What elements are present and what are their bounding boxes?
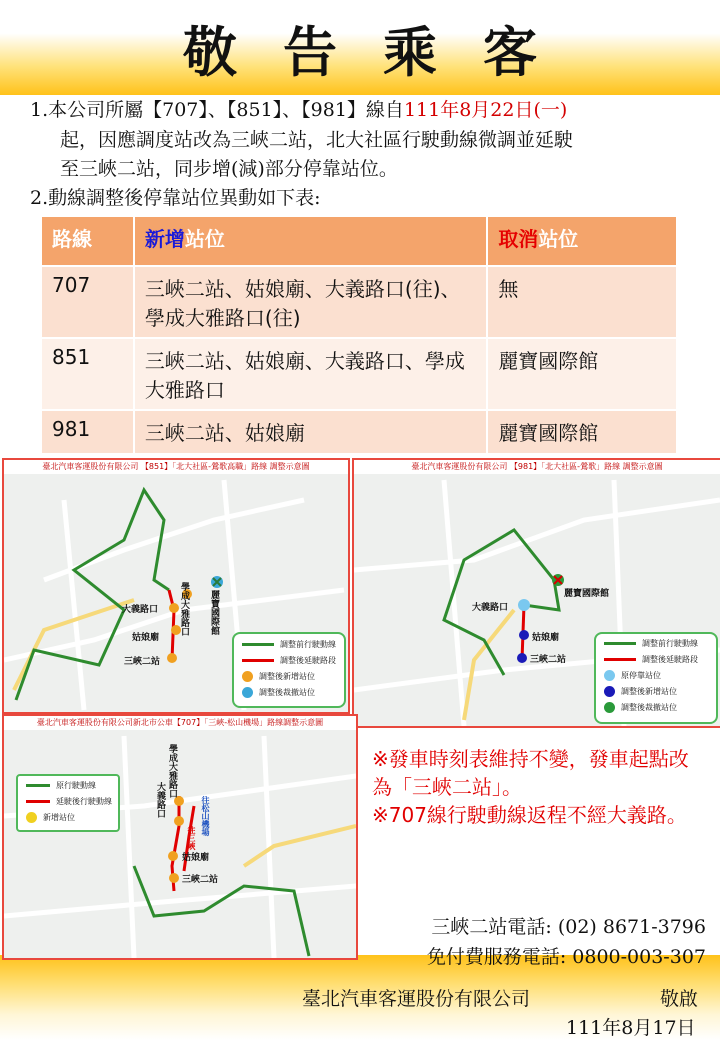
map-851	[2, 458, 350, 714]
legend-item: 調整前行駛動線	[604, 638, 698, 650]
stop-label-libao: 麗寶國際館	[209, 590, 219, 635]
cell-added: 三峽二站、姑娘廟、大義路口、學成大雅路口	[134, 338, 487, 410]
legend-item: 調整後延駛路段	[242, 655, 336, 667]
stop-label-xuecheng: 學成大雅路口	[179, 582, 189, 636]
free-service-phone: 免付費服務電話: 0800-003-307	[426, 946, 706, 968]
paragraph-1	[30, 96, 567, 124]
table-row	[42, 338, 677, 410]
paragraph-2: 2.動線調整後停靠站位異動如下表:	[30, 187, 321, 209]
table-header-row	[42, 217, 677, 266]
notice-date: 111年8月17日	[566, 1017, 696, 1039]
direction-label-back: 往三峽	[187, 826, 196, 850]
legend-item: 新增站位	[26, 812, 75, 824]
cell-cancelled: 無	[487, 266, 677, 338]
table-row	[42, 410, 677, 454]
stop-label-libao: 麗寶國際館	[564, 589, 610, 599]
legend-item: 調整後裁撤站位	[604, 702, 677, 714]
header-added: 新增站位	[134, 217, 487, 266]
stop-label-guniang: 姑娘廟	[132, 633, 160, 643]
company-name: 臺北汽車客運股份有限公司	[302, 988, 531, 1010]
legend-item: 原停靠站位	[604, 670, 661, 682]
stop-label-dayi: 大義路口	[122, 605, 159, 615]
map-981-title: 臺北汽車客運股份有限公司 【981】「北大社區-鶯歌」路線 調整示意圖	[354, 460, 720, 474]
station-phone: 三峽二站電話: (02) 8671-3796	[431, 916, 706, 938]
table-row	[42, 266, 677, 338]
paragraph-1-line3: 至三峽二站，同步增(減)部分停靠站位。	[60, 158, 398, 180]
map-707-legend	[16, 774, 120, 832]
stop-label-sanxia2: 三峽二站	[182, 875, 219, 885]
stop-label-dayi: 大義路口	[472, 603, 509, 613]
legend-item: 調整前行駛動線	[242, 639, 336, 651]
legend-item: 調整後裁撤站位	[242, 687, 315, 699]
stop-label-guniang: 姑娘廟	[182, 853, 210, 863]
cell-cancelled: 麗寶國際館	[487, 410, 677, 454]
cell-cancelled: 麗寶國際館	[487, 338, 677, 410]
map-981-legend	[594, 632, 718, 724]
notice-block	[372, 745, 702, 829]
page-title: 敬告乘客	[183, 20, 583, 84]
stop-label-xuecheng: 學成大雅路口	[167, 744, 177, 798]
paragraph-1-text: 1.本公司所屬【707】、【851】、【981】線自	[30, 99, 404, 121]
stop-change-table	[42, 217, 678, 455]
stop-label-sanxia2: 三峽二站	[124, 657, 161, 667]
map-707-title: 臺北汽車客運股份有限公司新北市公車【707】「三峽-松山機場」路線調整示意圖	[4, 716, 356, 730]
notice-timetable: ※發車時刻表維持不變，發車起點改為「三峽二站」。	[372, 747, 689, 799]
legend-item: 調整後延駛路段	[604, 654, 698, 666]
legend-item: 原行駛動線	[26, 780, 96, 792]
cell-route: 707	[42, 266, 134, 338]
map-707	[2, 714, 358, 960]
signature-closing: 敬啟	[660, 988, 699, 1010]
cell-added: 三峽二站、姑娘廟	[134, 410, 487, 454]
stop-label-guniang: 姑娘廟	[532, 633, 560, 643]
map-707-graphic	[4, 716, 356, 958]
legend-item: 調整後新增站位	[242, 671, 315, 683]
effective-date: 111年8月22日(一)	[403, 99, 568, 121]
stop-label-sanxia2: 三峽二站	[530, 655, 567, 665]
cell-route: 981	[42, 410, 134, 454]
stop-label-dayi: 大義路口	[155, 782, 165, 818]
header-cancelled: 取消站位	[487, 217, 677, 266]
map-851-legend	[232, 632, 346, 708]
cell-added: 三峽二站、姑娘廟、大義路口(往)、學成大雅路口(往)	[134, 266, 487, 338]
paragraph-1-line2: 起，因應調度站改為三峽二站，北大社區行駛動線微調並延駛	[60, 129, 574, 151]
header-route: 路線	[42, 217, 134, 266]
legend-item: 延駛後行駛動線	[26, 796, 112, 808]
cell-route: 851	[42, 338, 134, 410]
map-981	[352, 458, 720, 728]
legend-item: 調整後新增站位	[604, 686, 677, 698]
notice-707-return: ※707線行駛動線返程不經大義路。	[372, 803, 687, 827]
map-851-title: 臺北汽車客運股份有限公司 【851】「北大社區-鶯歌高職」路線 調整示意圖	[4, 460, 348, 474]
direction-label-go: 往松山機場	[201, 796, 210, 836]
